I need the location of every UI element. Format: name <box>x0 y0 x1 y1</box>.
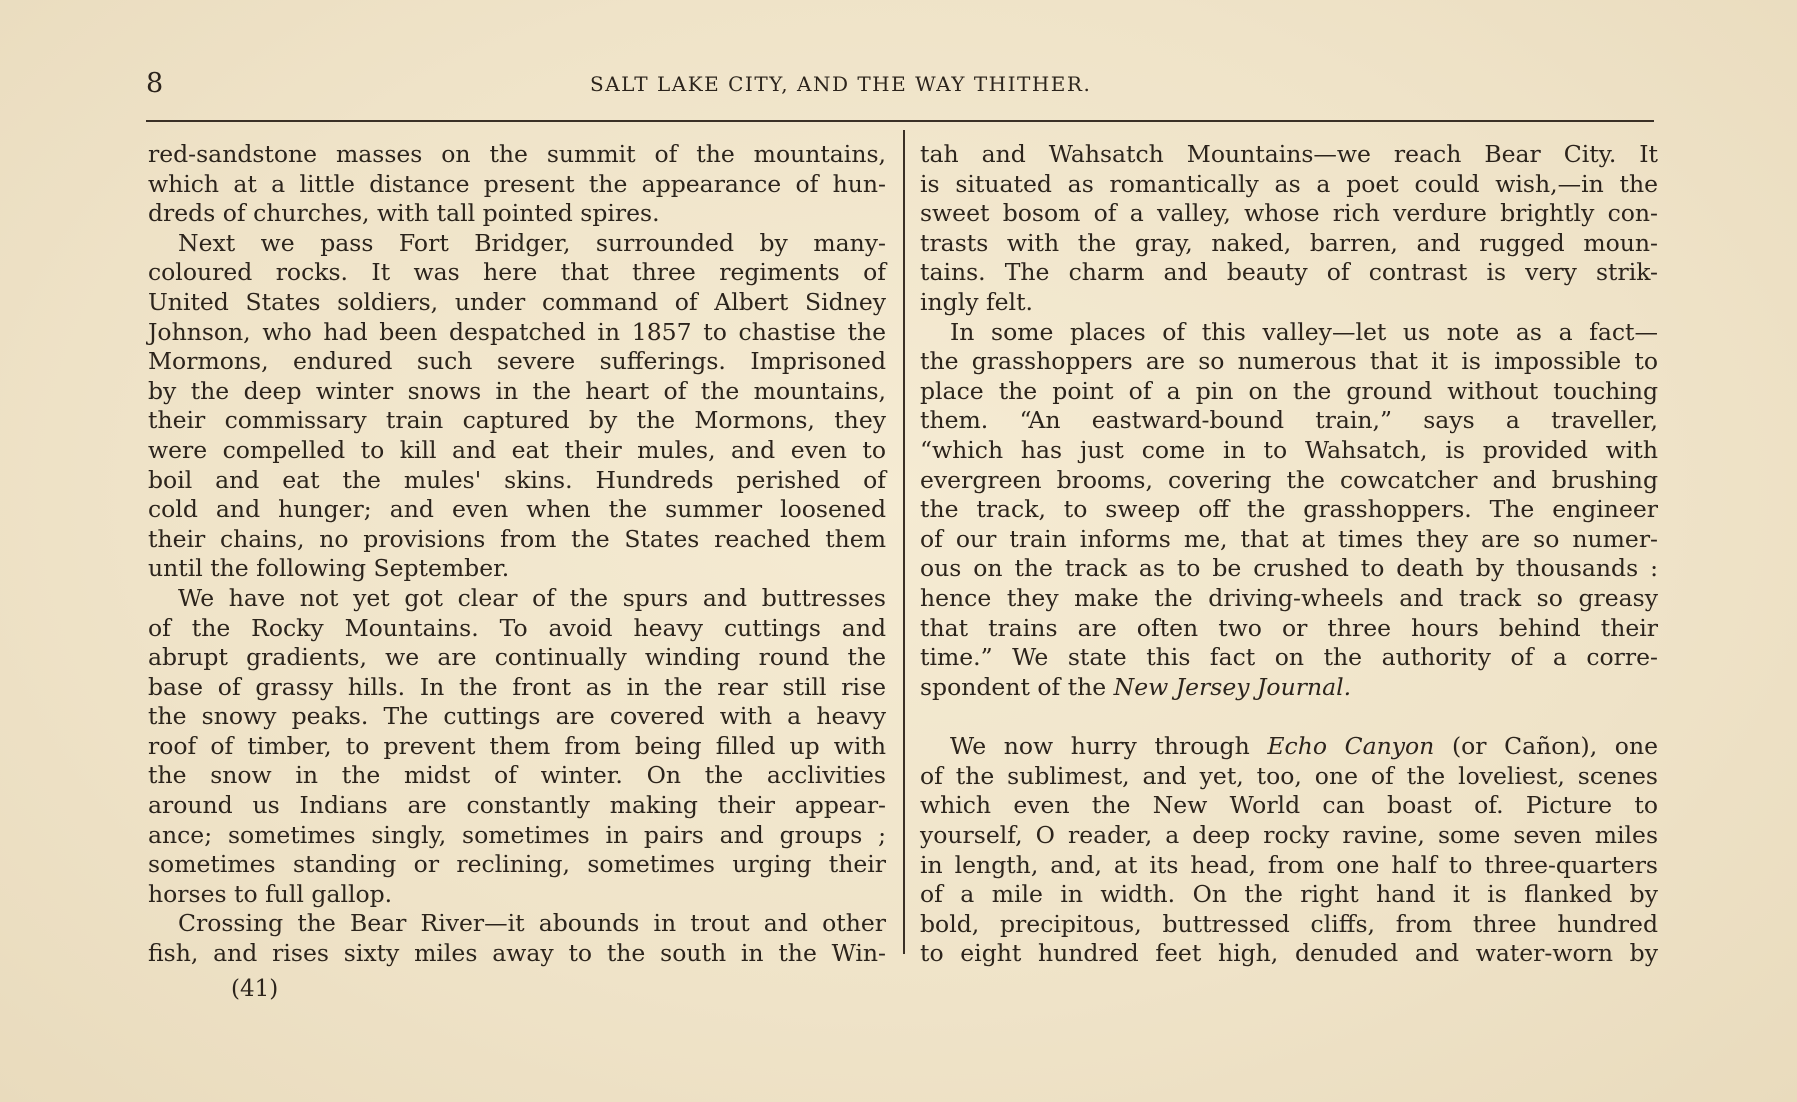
text-line: place the point of a pin on the ground without touching <box>920 376 1658 405</box>
text-line: the snowy peaks. The cuttings are covered with a heavy <box>148 702 886 731</box>
text-line: which even the New World can boast of. Picture to <box>920 791 1658 820</box>
text-line: horses to full gallop. <box>148 879 393 908</box>
text-line: that trains are often two or three hours behind their <box>920 613 1658 642</box>
italic-title: New Jersey Journal. <box>1113 672 1352 701</box>
text-line: the grasshoppers are so numerous that it is impossible to <box>920 347 1658 376</box>
column-divider <box>903 130 905 954</box>
text-line: cold and hunger; and even when the summer loosened <box>148 495 886 524</box>
text-line: hence they make the driving-wheels and track so greasy <box>920 583 1658 612</box>
text-line: ingly felt. <box>920 287 1033 316</box>
right-column <box>920 140 1658 969</box>
text-line <box>920 732 1658 762</box>
text-line: sometimes standing or reclining, sometimes urging their <box>148 850 886 879</box>
text-line: base of grassy hills. In the front as in the rear still rise <box>148 672 886 701</box>
paragraph-gap <box>920 702 1658 732</box>
text-line: trasts with the gray, naked, barren, and rugged moun- <box>920 228 1658 257</box>
text-line: Next we pass Fort Bridger, surrounded by many- <box>178 228 886 257</box>
text-line: In some places of this valley—let us note as a fact— <box>950 317 1658 346</box>
text-line: ous on the track as to be crushed to death by thousands : <box>920 554 1658 583</box>
text-line: of a mile in width. On the right hand it is flanked by <box>920 880 1658 909</box>
italic-place-name: Echo Canyon <box>1267 732 1435 761</box>
text-line: tains. The charm and beauty of contrast is very strik- <box>920 258 1658 287</box>
text-line: is situated as romantically as a poet could wish,—in the <box>920 169 1658 198</box>
text-line: their chains, no provisions from the States reached them <box>148 524 886 553</box>
text-line: We have not yet got clear of the spurs and buttresses <box>178 583 886 612</box>
text-line: boil and eat the mules' skins. Hundreds perished of <box>148 465 886 494</box>
text-line: coloured rocks. It was here that three regiments of <box>148 258 886 287</box>
text-line: of the Rocky Mountains. To avoid heavy cuttings and <box>148 613 886 642</box>
text-line: of the sublimest, and yet, too, one of the loveliest, scenes <box>920 761 1658 790</box>
text-line: dreds of churches, with tall pointed spires. <box>148 199 660 228</box>
text-line: yourself, O reader, a deep rocky ravine, some seven miles <box>920 821 1658 850</box>
left-column <box>148 140 886 969</box>
text-line: sweet bosom of a valley, whose rich verdure brightly con- <box>920 199 1658 228</box>
running-title: SALT LAKE CITY, AND THE WAY THITHER. <box>590 72 1092 96</box>
text-line: roof of timber, to prevent them from being filled up with <box>148 731 886 760</box>
text-line: fish, and rises sixty miles away to the south in the Win- <box>148 939 886 968</box>
text-line: in length, and, at its head, from one half to three-quarters <box>920 850 1658 879</box>
text-line: them. “An eastward-bound train,” says a traveller, <box>920 406 1658 435</box>
text-line: ance; sometimes singly, sometimes in pairs and groups ; <box>148 820 886 849</box>
header-rule <box>146 120 1654 122</box>
text-line: the track, to sweep off the grasshoppers. The engineer <box>920 495 1658 524</box>
text-line: their commissary train captured by the Mormons, they <box>148 406 886 435</box>
text-fragment: (or Cañon), one <box>1451 732 1658 761</box>
text-line: the snow in the midst of winter. On the acclivities <box>148 761 886 790</box>
text-line: Mormons, endured such severe sufferings. Imprisoned <box>148 347 886 376</box>
text-fragment: spondent of the <box>920 672 1107 701</box>
text-line: time.” We state this fact on the authority of a corre- <box>920 643 1658 672</box>
text-line: by the deep winter snows in the heart of the mountains, <box>148 376 886 405</box>
text-line: to eight hundred feet high, denuded and water-worn by <box>920 939 1658 968</box>
text-line: until the following September. <box>148 554 510 583</box>
text-line: bold, precipitous, buttressed cliffs, from three hundred <box>920 909 1658 938</box>
page-number: 8 <box>146 68 164 99</box>
text-line: Crossing the Bear River—it abounds in trout and other <box>178 909 886 938</box>
text-line: abrupt gradients, we are continually winding round the <box>148 643 886 672</box>
text-line: United States soldiers, under command of Albert Sidney <box>148 287 886 316</box>
text-line: “which has just come in to Wahsatch, is provided with <box>920 435 1658 464</box>
text-line: which at a little distance present the appearance of hun- <box>148 169 886 198</box>
text-line: were compelled to kill and eat their mules, and even to <box>148 435 886 464</box>
text-line: red-sandstone masses on the summit of the mountains, <box>148 140 886 168</box>
text-line: of our train informs me, that at times they are so numer- <box>920 524 1658 553</box>
text-line: tah and Wahsatch Mountains—we reach Bear City. It <box>920 140 1658 168</box>
folio: (41) <box>231 976 279 1002</box>
text-line <box>920 673 1658 703</box>
text-line: Johnson, who had been despatched in 1857 to chastise the <box>148 317 886 346</box>
text-line: around us Indians are constantly making their appear- <box>148 791 886 820</box>
text-fragment: We now hurry through <box>950 732 1250 761</box>
text-line: evergreen brooms, covering the cowcatcher and brushing <box>920 465 1658 494</box>
